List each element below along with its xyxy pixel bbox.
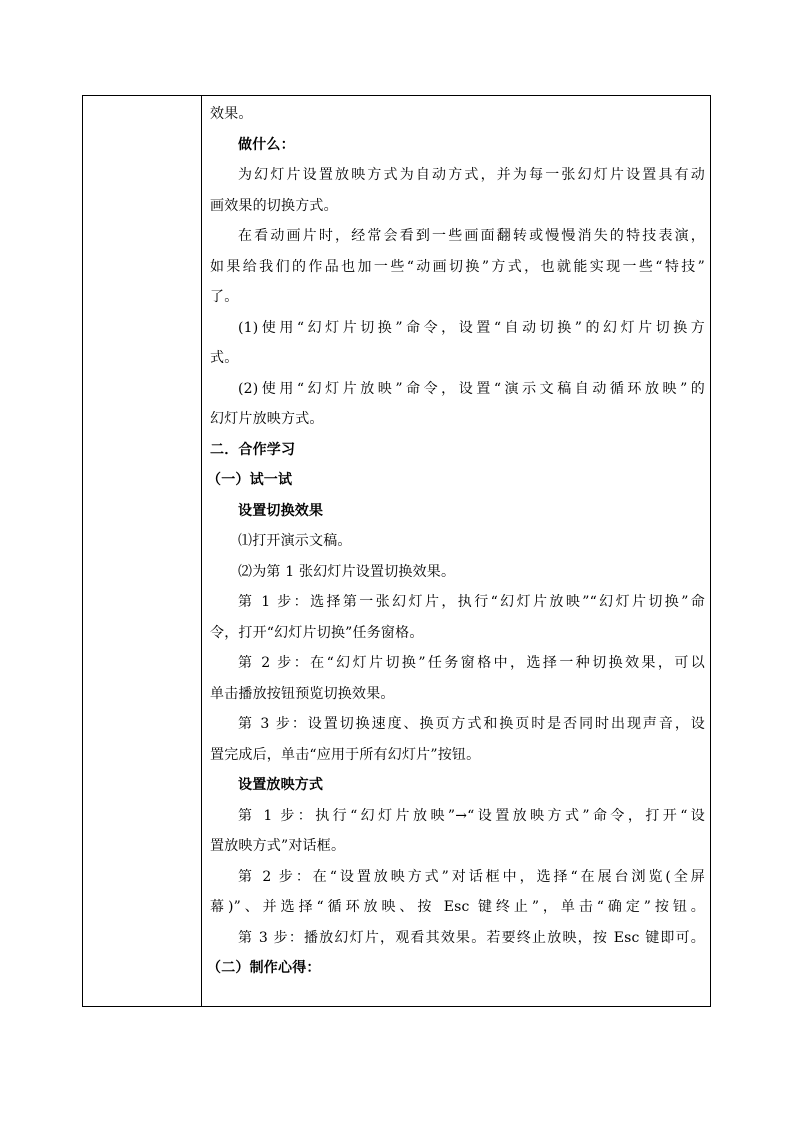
paragraph-line: 式。 bbox=[210, 350, 239, 366]
step-line: ⑴打开演示文稿。 bbox=[238, 533, 352, 549]
step-line: 置放映方式”对话框。 bbox=[210, 838, 346, 854]
step-line: 第 2 步：在“幻灯片切换”任务窗格中，选择一种切换效果，可以 bbox=[238, 655, 705, 671]
step-line: 第 3 步：设置切换速度、换页方式和换页时是否同时出现声音，设 bbox=[238, 716, 705, 732]
paragraph-line: 幻灯片放映方式。 bbox=[210, 411, 324, 427]
subsection-heading-try-it: （一）试一试 bbox=[207, 472, 293, 488]
step-line: 第 1 步：选择第一张幻灯片，执行“幻灯片放映”“幻灯片切换”命 bbox=[238, 594, 705, 610]
topic-heading-show-mode: 设置放映方式 bbox=[238, 777, 324, 793]
step-line: 第 1 步：执行“幻灯片放映”→“设置放映方式”命令，打开“设 bbox=[238, 807, 705, 824]
paragraph-line: 画效果的切换方式。 bbox=[210, 197, 338, 214]
paragraph-line: 如果给我们的作品也加一些“动画切换”方式，也就能实现一些“特技” bbox=[210, 258, 705, 275]
paragraph-line: 了。 bbox=[210, 289, 239, 305]
step-line: 第 2 步：在“设置放映方式”对话框中，选择“在展台浏览(全屏 bbox=[238, 868, 705, 885]
paragraph-line: 在看动画片时，经常会看到一些画面翻转或慢慢消失的特技表演， bbox=[238, 228, 705, 244]
lesson-table bbox=[82, 95, 711, 1007]
subsection-heading-experience: （二）制作心得： bbox=[207, 960, 321, 976]
step-line: 单击播放按钮预览切换效果。 bbox=[210, 685, 395, 702]
section-heading-what-to-do: 做什么： bbox=[238, 136, 295, 153]
step-line: 第 3 步：播放幻灯片，观看其效果。若要终止放映，按 Esc 键即可。 bbox=[238, 929, 705, 946]
step-line: 置完成后，单击“应用于所有幻灯片”按钮。 bbox=[210, 746, 481, 763]
step-line: 令，打开“幻灯片切换”任务窗格。 bbox=[210, 624, 424, 641]
paragraph-line: 为幻灯片设置放映方式为自动方式，并为每一张幻灯片设置具有动 bbox=[238, 167, 705, 183]
paragraph-line: 效果。 bbox=[210, 106, 253, 122]
paragraph-line: (2)使用“幻灯片放映”命令，设置“演示文稿自动循环放映”的 bbox=[238, 380, 705, 397]
section-heading-cooperative-learning: 二．合作学习 bbox=[210, 441, 296, 458]
step-line: 幕)”、并选择“循环放映、按 Esc 键终止”，单击“确定”按钮。 bbox=[210, 899, 705, 915]
table-content-column bbox=[203, 96, 711, 1006]
paragraph-line: (1)使用“幻灯片切换”命令，设置“自动切换”的幻灯片切换方 bbox=[238, 319, 705, 336]
step-line: ⑵为第 1 张幻灯片设置切换效果。 bbox=[238, 563, 456, 580]
table-left-column bbox=[83, 96, 202, 1006]
topic-heading-transition-effect: 设置切换效果 bbox=[238, 502, 324, 519]
